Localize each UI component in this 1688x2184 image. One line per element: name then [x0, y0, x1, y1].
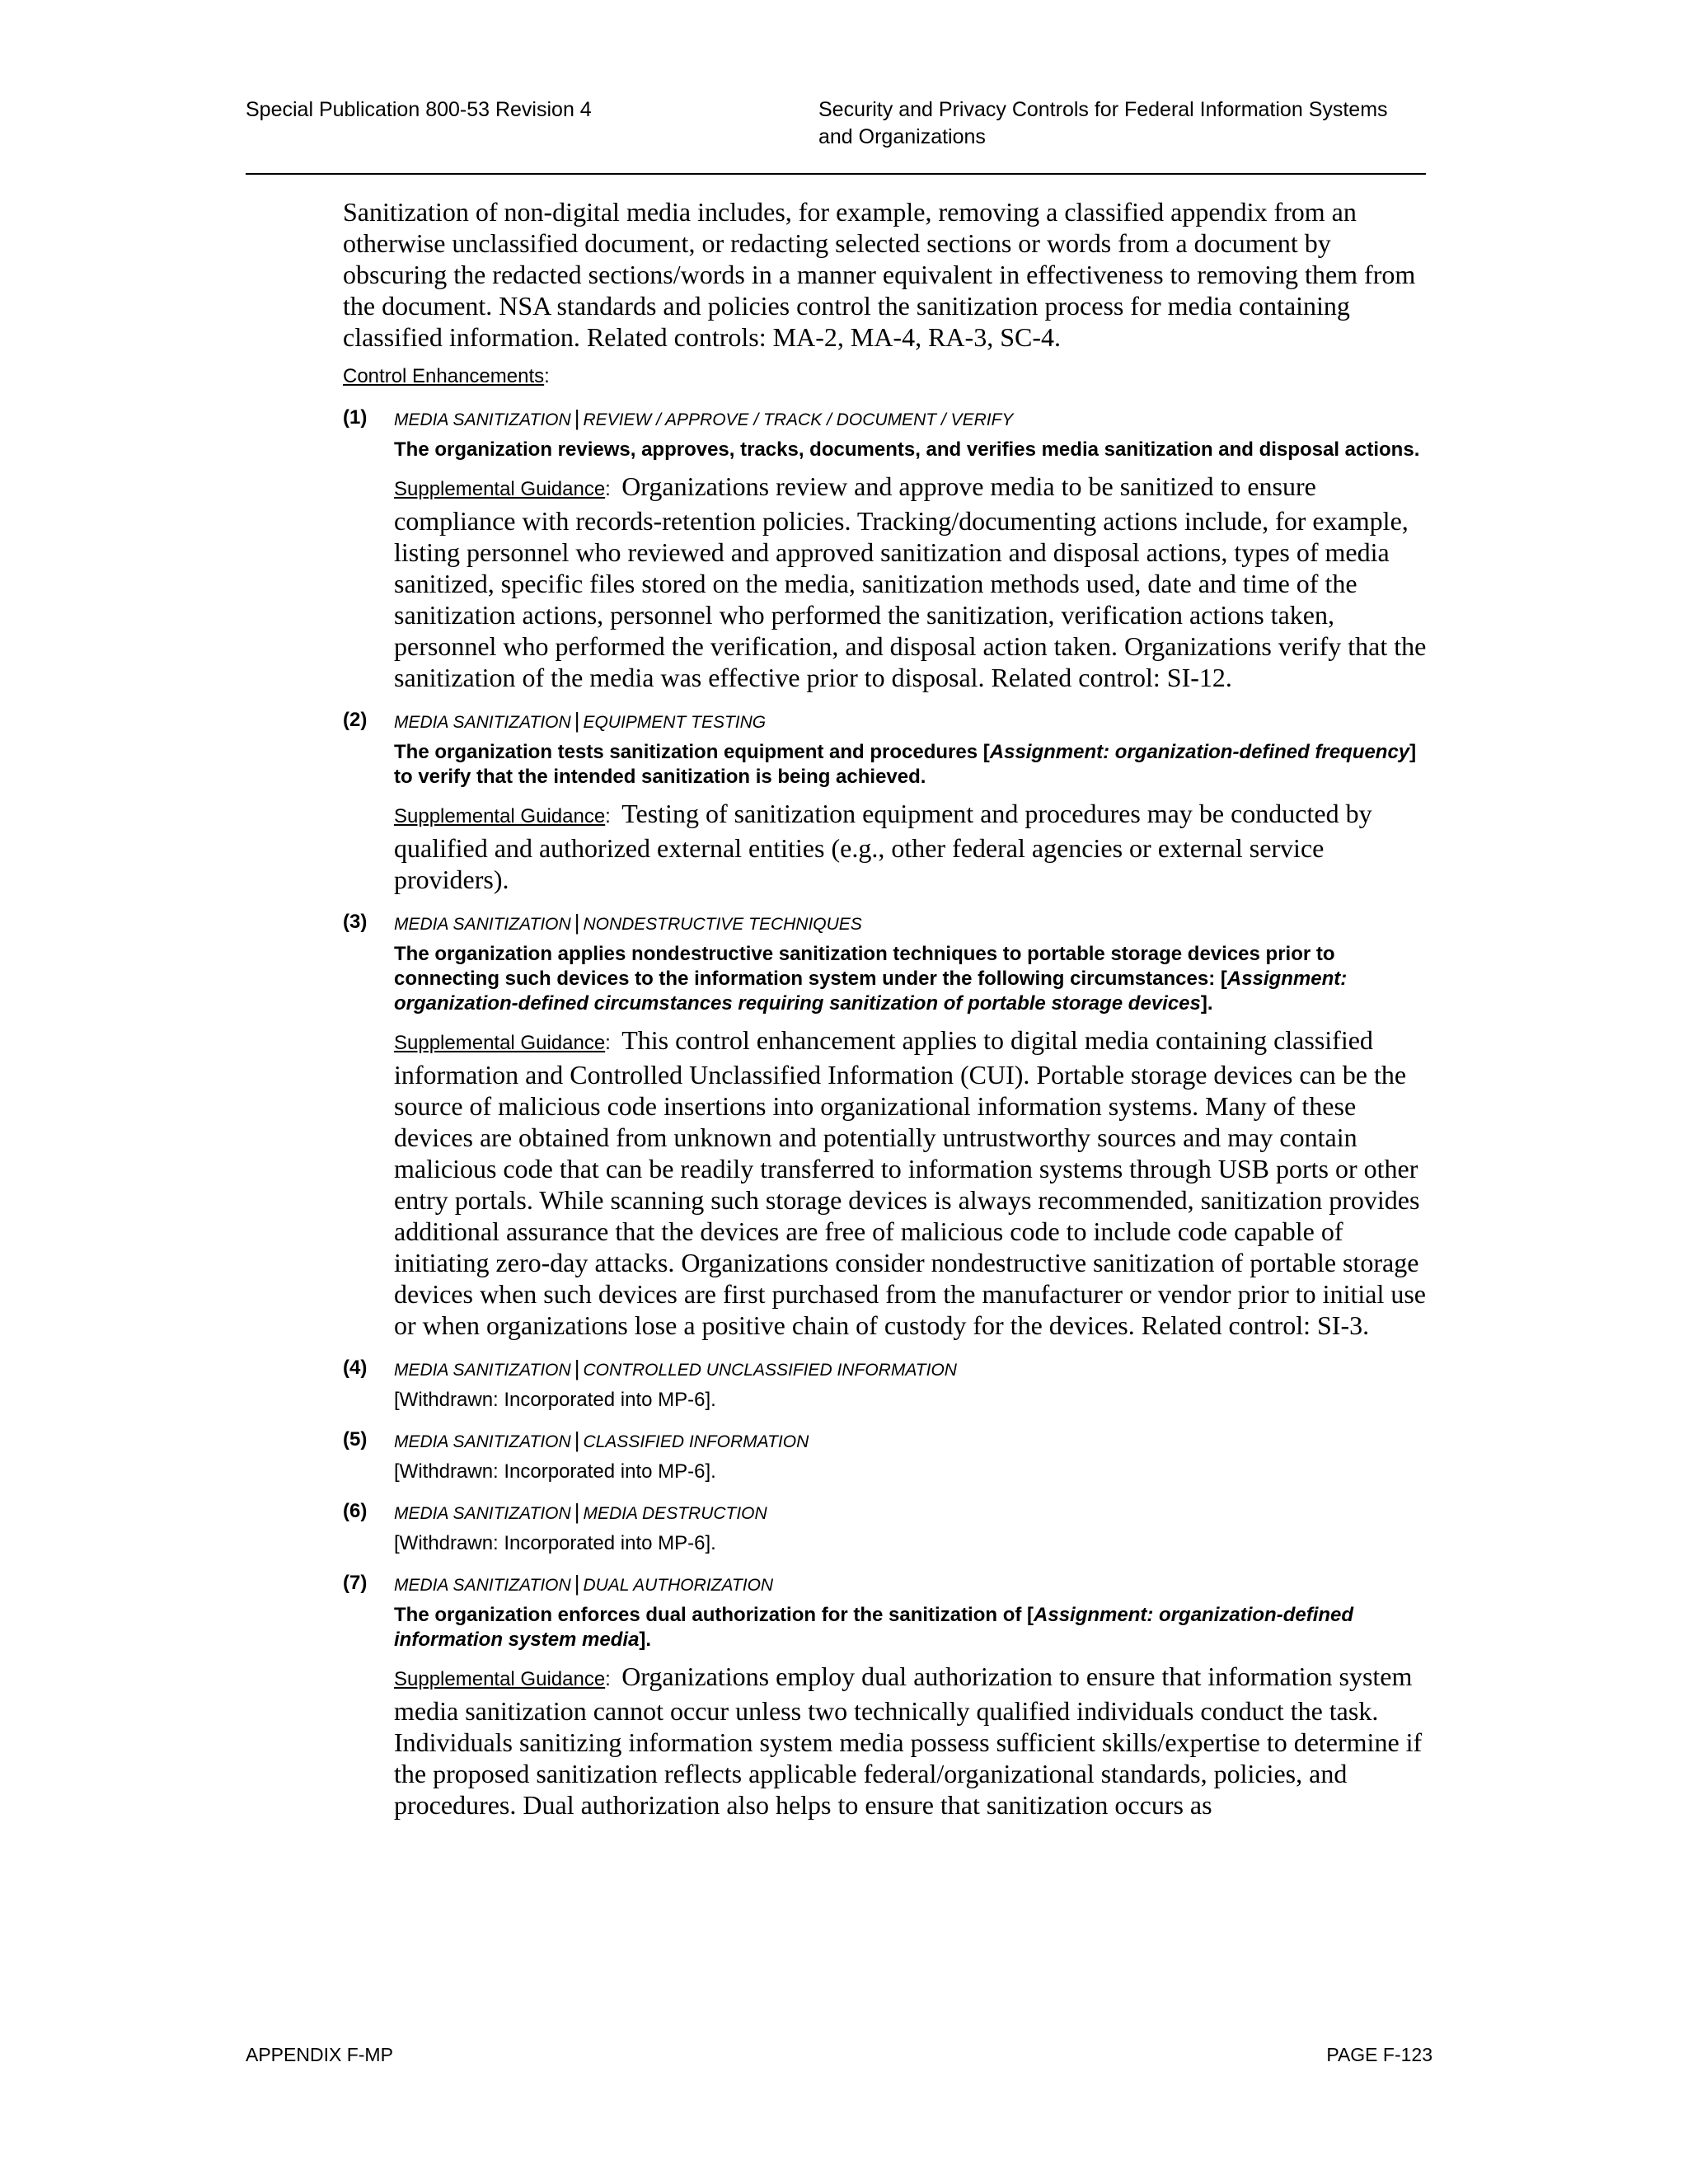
- enhancement-family: MEDIA SANITIZATION: [394, 1576, 571, 1595]
- statement-text-end: ] to verify that the intended sanitization is being achieved.: [394, 741, 1417, 788]
- enhancement-name: EQUIPMENT TESTING: [583, 713, 767, 732]
- enhancement-name: MEDIA DESTRUCTION: [583, 1504, 767, 1523]
- enhancement-number: (3): [343, 911, 368, 933]
- supplemental-guidance-label: Supplemental Guidance: [394, 805, 606, 827]
- intro-paragraph: Sanitization of non-digital media includes, for example, removing a classified appendix from an otherwise unclassified document, or redacting selected sections or words from a document by obscuring the redacted sections/words in a manner equivalent in effectiveness to removing them from the document. NSA standards and policies control the sanitization process for media containing classified information. Related controls: MA-2, MA-4, RA-3, SC-4.: [343, 197, 1416, 352]
- enhancement-6: [343, 1499, 1431, 1556]
- assignment-text: Assignment: organization-defined circumstances requiring sanitization of portable storage devices: [394, 968, 1348, 1015]
- enhancement-2: [343, 708, 1431, 895]
- withdrawn-note: [Withdrawn: Incorporated into MP-6].: [394, 1389, 716, 1411]
- enhancement-name: CLASSIFIED INFORMATION: [583, 1432, 809, 1451]
- supplemental-guidance-text: This control enhancement applies to digital media containing classified information and Controlled Unclassified Information (CUI). Portable storage devices can be the source of malicious code insertions into organizational information systems. Many of these devices are obtained from unknown and potentially untrustworthy sources and may contain malicious code that can be readily transferred to information systems through USB ports or other entry portals. While scanning such storage devices is always recommended, sanitization provides additional assurance that the devices are free of malicious code to include code capable of initiating zero-day attacks. Organizations consider nondestructive sanitization of portable storage devices when such devices are first purchased from the manufacturer or vendor prior to initial use or when organizations lose a positive chain of custody for the devices. Related control: SI-3.: [394, 1025, 1426, 1340]
- enhancement-title: MEDIA SANITIZATION | REVIEW / APPROVE / TRACK / DOCUMENT / VERIFY: [394, 405, 1014, 430]
- assignment-text: Assignment: organization-defined information system media: [394, 1604, 1354, 1651]
- enhancement-statement: [394, 740, 1431, 790]
- enhancement-number: (1): [343, 406, 368, 429]
- enhancement-statement: [394, 942, 1431, 1016]
- withdrawn-note: [Withdrawn: Incorporated into MP-6].: [394, 1532, 716, 1554]
- statement-text: The organization tests sanitization equipment and procedures [: [394, 741, 990, 763]
- statement-text-end: ].: [639, 1629, 652, 1651]
- enhancement-family: MEDIA SANITIZATION: [394, 410, 571, 429]
- statement-text: The organization applies nondestructive sanitization techniques to portable storage devices prior to connecting such devices to the information system under the following circumstances: [: [394, 943, 1335, 990]
- supplemental-guidance-label: Supplemental Guidance: [394, 478, 606, 500]
- supplemental-guidance-label: Supplemental Guidance: [394, 1032, 606, 1054]
- enhancement-number: (4): [343, 1357, 368, 1379]
- supplemental-guidance: Supplemental Guidance: Organizations review and approve media to be sanitized to ensure compliance with records-retention policies. Tracking/documenting actions include, for example, listing personnel who reviewed and approved sanitization and disposal actions, types of media sanitized, specific files stored on the media, sanitization methods used, date and time of the sanitization actions, personnel who performed the sanitization, verification actions taken, personnel who performed the verification, and disposal action taken. Organizations verify that the sanitization of the media was effective prior to disposal. Related control: SI-12.: [394, 471, 1427, 692]
- header-rule: [246, 173, 1426, 175]
- enhancement-name: CONTROLLED UNCLASSIFIED INFORMATION: [583, 1361, 957, 1380]
- enhancement-name: REVIEW / APPROVE / TRACK / DOCUMENT / VERIFY: [583, 410, 1014, 429]
- footer-page-number: PAGE F-123: [1326, 2044, 1432, 2065]
- supplemental-guidance-text: Testing of sanitization equipment and procedures may be conducted by qualified and authorized external entities (e.g., other federal agencies or external service providers).: [394, 799, 1372, 894]
- enhancement-4: [343, 1356, 1431, 1413]
- enhancement-family: MEDIA SANITIZATION: [394, 1361, 571, 1380]
- statement-text: The organization enforces dual authorization for the sanitization of [: [394, 1604, 1034, 1626]
- enhancement-number: (5): [343, 1428, 368, 1451]
- assignment-text: Assignment: organization-defined frequency: [989, 741, 1410, 763]
- enhancement-family: MEDIA SANITIZATION: [394, 1504, 571, 1523]
- supplemental-guidance-text: Organizations review and approve media to be sanitized to ensure compliance with records-retention policies. Tracking/documenting actions include, for example, listing personnel who reviewed and approved sanitization and disposal actions, types of media sanitized, specific files stored on the media, sanitization methods used, date and time of the sanitization actions, personnel who performed the sanitization, verification actions taken, personnel who performed the verification, and disposal action taken. Organizations verify that the sanitization of the media was effective prior to disposal. Related control: SI-12.: [394, 471, 1427, 692]
- supplemental-guidance-label: Supplemental Guidance: [394, 1668, 606, 1690]
- running-header-right-line2: and Organizations: [818, 125, 986, 148]
- running-header-right: [818, 96, 1445, 151]
- enhancement-family: MEDIA SANITIZATION: [394, 915, 571, 934]
- supplemental-guidance: Supplemental Guidance: This control enhancement applies to digital media containing classified information and Controlled Unclassified Information (CUI). Portable storage devices can be the source of malicious code insertions into organizational information systems. Many of these devices are obtained from unknown and potentially untrustworthy sources and may contain malicious code that can be readily transferred to information systems through USB ports or other entry portals. While scanning such storage devices is always recommended, sanitization provides additional assurance that the devices are free of malicious code to include code capable of initiating zero-day attacks. Organizations consider nondestructive sanitization of portable storage devices when such devices are first purchased from the manufacturer or vendor prior to initial use or when organizations lose a positive chain of custody for the devices. Related control: SI-3.: [394, 1025, 1426, 1340]
- withdrawn-note: [Withdrawn: Incorporated into MP-6].: [394, 1460, 716, 1483]
- enhancement-number: (7): [343, 1572, 368, 1594]
- enhancement-statement: [394, 1603, 1431, 1652]
- supplemental-guidance: Supplemental Guidance: Testing of sanitization equipment and procedures may be conducted by qualified and authorized external entities (e.g., other federal agencies or external service providers).: [394, 799, 1372, 894]
- enhancement-title: MEDIA SANITIZATION | NONDESTRUCTIVE TECHNIQUES: [394, 910, 862, 935]
- enhancement-7: [343, 1571, 1431, 1821]
- statement-text-end: ].: [1200, 992, 1213, 1015]
- footer-appendix: APPENDIX F-MP: [246, 2044, 393, 2065]
- control-enhancements-heading: Control Enhancements:: [343, 365, 550, 387]
- page-content: [343, 196, 1431, 1835]
- enhancement-statement: The organization reviews, approves, tracks, documents, and verifies media sanitization and disposal actions.: [394, 438, 1420, 461]
- enhancement-5: [343, 1427, 1431, 1484]
- enhancement-name: DUAL AUTHORIZATION: [583, 1576, 774, 1595]
- enhancement-title: MEDIA SANITIZATION | CLASSIFIED INFORMATION: [394, 1427, 809, 1452]
- control-enhancements-label: Control Enhancements: [343, 365, 545, 387]
- enhancement-number: (2): [343, 709, 368, 731]
- enhancement-title: MEDIA SANITIZATION | MEDIA DESTRUCTION: [394, 1499, 767, 1524]
- supplemental-guidance-text: Organizations employ dual authorization to ensure that information system media sanitization cannot occur unless two technically qualified individuals conduct the task. Individuals sanitizing information system media possess sufficient skills/expertise to determine if the proposed sanitization reflects applicable federal/organizational standards, policies, and procedures. Dual authorization also helps to ensure that sanitization occurs as: [394, 1661, 1423, 1820]
- enhancement-title: MEDIA SANITIZATION | CONTROLLED UNCLASSIFIED INFORMATION: [394, 1356, 957, 1380]
- enhancement-name: NONDESTRUCTIVE TECHNIQUES: [583, 915, 862, 934]
- enhancement-1: [343, 405, 1431, 693]
- enhancement-number: (6): [343, 1500, 368, 1522]
- enhancement-title: MEDIA SANITIZATION | DUAL AUTHORIZATION: [394, 1571, 774, 1596]
- running-header-right-line1: Security and Privacy Controls for Federal Information Systems: [818, 98, 1388, 121]
- enhancement-family: MEDIA SANITIZATION: [394, 1432, 571, 1451]
- enhancement-title: MEDIA SANITIZATION | EQUIPMENT TESTING: [394, 708, 767, 733]
- running-header-left: Special Publication 800-53 Revision 4: [246, 98, 592, 121]
- supplemental-guidance: Supplemental Guidance: Organizations employ dual authorization to ensure that information system media sanitization cannot occur unless two technically qualified individuals conduct the task. Individuals sanitizing information system media possess sufficient skills/expertise to determine if the proposed sanitization reflects applicable federal/organizational standards, policies, and procedures. Dual authorization also helps to ensure that sanitization occurs as: [394, 1661, 1423, 1820]
- enhancement-3: [343, 910, 1431, 1341]
- enhancement-family: MEDIA SANITIZATION: [394, 713, 571, 732]
